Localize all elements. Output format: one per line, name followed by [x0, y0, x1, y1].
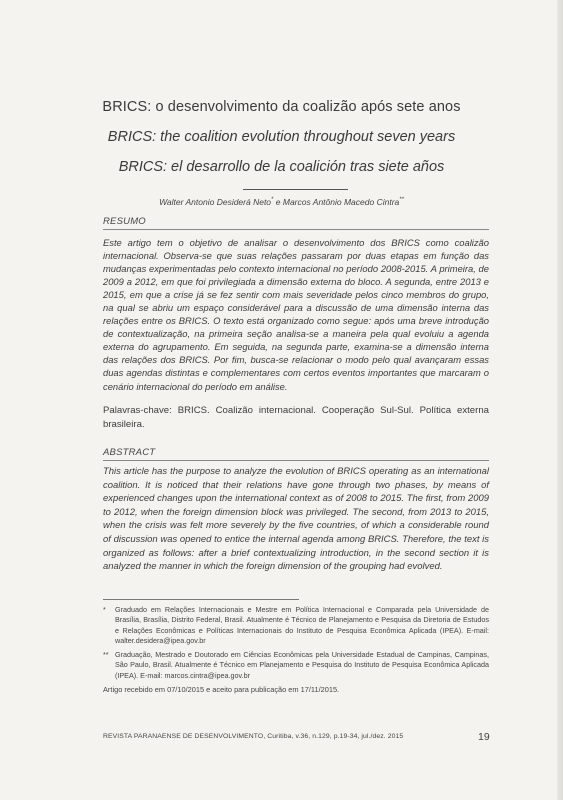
resumo-text: Este artigo tem o objetivo de analisar o desenvolvimento dos BRICS como coalizão internacional. Observa-se que suas relações passaram por duas etapas em função das mudanças experimentadas pelo contexto internacional no período 2008-2015. A primeira, de 2009 a 2012, em que foi privilegiada a dimensão externa do bloco. A segunda, entre 2013 e 2015, em que a crise já se fez sentir com mais severidade pelos cinco membros do grupo, na qual se abriu um espaço considerável para a discussão de uma dimensão interna das relações entre os BRICS. O texto está organizado como segue: após uma breve introdução de contextualização, na primeira seção analisa-se a maneira pela qual evoluiu a agenda externa do agrupamento. Em seguida, na segunda parte, examina-se a dimensão interna das relações dos BRICS. Por fim, busca-se relacionar o modo pelo qual avançaram essas duas agendas distintas e complementares com certos eventos importantes que marcaram o cenário internacional do período em análise. [103, 237, 489, 392]
resumo-heading: RESUMO [103, 216, 146, 227]
resumo-rule [103, 229, 489, 230]
title-divider [243, 189, 348, 190]
author-2: Marcos Antônio Macedo Cintra [282, 197, 400, 207]
author-connector: e [275, 197, 281, 207]
footnote-2-text: Graduação, Mestrado e Doutorado em Ciências Econômicas pela Universidade Estadual de Campinas, Campinas, São Paulo, Brasil. Atualmente é Técnico em Planejamento e Pesquisa do Instituto de Pesquisa Econômica Aplicada (IPEA). E-mail: marcos.cintra@ipea.gov.br [115, 650, 489, 680]
received-date: Artigo recebido em 07/10/2015 e aceito para publicação em 17/11/2015. [103, 685, 340, 694]
author-line [0, 197, 563, 207]
footnote-divider [103, 599, 299, 600]
page-number: 19 [478, 731, 490, 743]
keywords: Palavras-chave: BRICS. Coalizão internacional. Cooperação Sul-Sul. Política externa brasileira. [103, 405, 489, 430]
author-1-footnote-mark: * [271, 197, 274, 204]
abstract-text: This article has the purpose to analyze the evolution of BRICS operating as an international coalition. It is noticed that their relations have gone through two phases, by means of experienced changes upon the international context as of 2008 to 2015. The first, from 2009 to 2012, when the foreign dimension block was privileged. The second, from 2013 to 2015, when the crisis was felt more severely by the five countries, of which a considerable round of discussion was opened to entice the internal agenda among BRICS. Therefore, the text is organized as follows: after a brief contextualizing introduction, in the second section it is analyzed the manner in which the foreign dimension of the grouping had evolved. [103, 466, 489, 573]
author-1: Walter Antonio Desiderá Neto [159, 197, 272, 207]
footnote-1-mark: * [103, 605, 106, 614]
footnote-2 [103, 650, 489, 681]
title-spanish: BRICS: el desarrollo de la coalición tras siete años [118, 159, 445, 175]
footnote-2-mark: ** [103, 650, 109, 659]
footnote-1-text: Graduado em Relações Internacionais e Mestre em Política Internacional e Comparada pela Universidade de Brasília, Brasília, Distrito Federal, Brasil. Atualmente é Técnico de Planejamento e Pesquisa da Diretoria de Estudos e Relações Econômicas e Políticas Internacionais do Instituto de Pesquisa Econômica Aplicada (IPEA). E-mail: walter.desidera@ipea.gov.br [115, 605, 489, 645]
journal-footer: REVISTA PARANAENSE DE DESENVOLVIMENTO, Curitiba, v.36, n.129, p.19-34, jul./dez. 2015 [103, 733, 404, 740]
page-edge [557, 0, 563, 800]
abstract-rule [103, 460, 489, 461]
footnote-1 [103, 605, 489, 646]
abstract-heading: ABSTRACT [103, 447, 156, 458]
title-english: BRICS: the coalition evolution throughout seven years [107, 129, 456, 145]
title-portuguese: BRICS: o desenvolvimento da coalizão após sete anos [102, 99, 461, 115]
author-2-footnote-mark: ** [399, 197, 404, 204]
